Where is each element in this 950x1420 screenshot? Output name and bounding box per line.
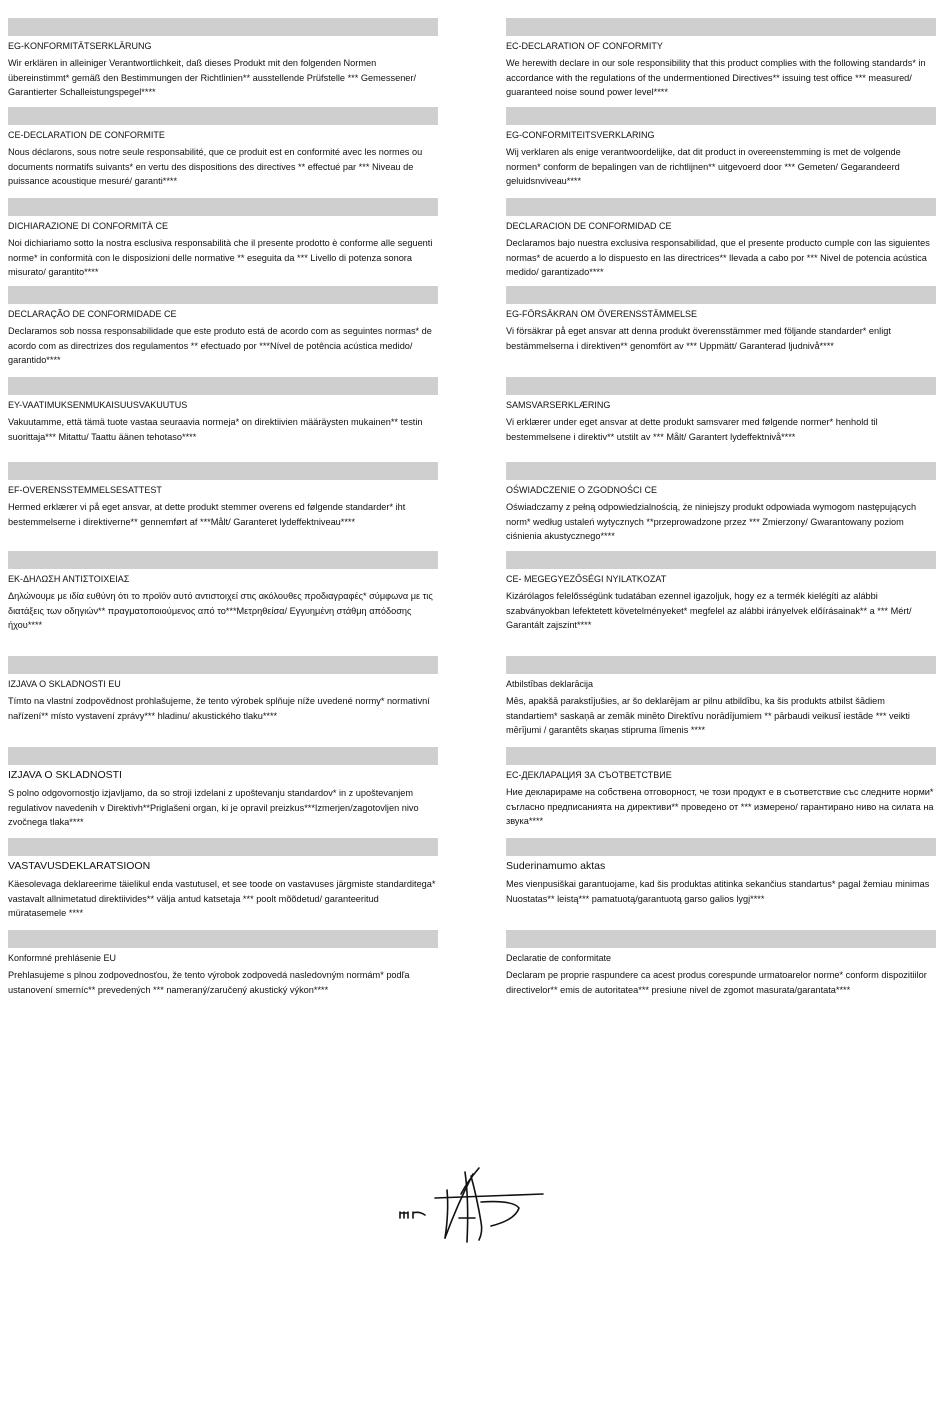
declaration-block: [506, 286, 936, 353]
section-bar: [506, 462, 936, 480]
section-bar: [506, 18, 936, 36]
section-bar: [8, 198, 438, 216]
section-bar: [8, 107, 438, 125]
section-bar: [8, 286, 438, 304]
declaration-text: Kizárólagos felelősségünk tudatában ezennel igazoljuk, hogy ez a termék kielégíti az alábbi szabványokban lefektetett követelményeket* megfelel az alábbi irányelvek előírásainak** a *** Mért/ Garantált zajszint****: [506, 591, 912, 630]
declaration-heading: EG-CONFORMITEITSVERKLARING: [506, 130, 655, 140]
declaration-text: Declaramos bajo nuestra exclusiva responsabilidad, que el presente producto cumple con las siguientes normas* de acuerdo a lo dispuesto en las directrices** llevada a cabo por *** Nivel de potencia acústica medido/ garantizado****: [506, 238, 930, 277]
declaration-heading: EG-KONFORMITÄTSERKLÄRUNG: [8, 41, 152, 51]
declaration-text: Prehlasujeme s plnou zodpovednosťou, že tento výrobok zodpovedá nasledovným normám* podľa ustanovení smerníc** prevedených *** nameraný/zaručený akustický výkon****: [8, 970, 410, 995]
declaration-heading: IZJAVA O SKLADNOSTI: [8, 769, 122, 781]
declaration-heading: EC-DECLARATION OF CONFORMITY: [506, 41, 663, 51]
section-bar: [8, 930, 438, 948]
declaration-text: Declaramos sob nossa responsabilidade que este produto está de acordo com as seguintes normas* de acordo com as directrizes dos regulamentos ** efectuado por ***Nível de potência acústica medido/ garantido****: [8, 326, 432, 365]
section-bar: [8, 18, 438, 36]
declaration-text: Hermed erklærer vi på eget ansvar, at dette produkt stemmer overens ed følgende standarder* iht bestemmelserne i direktiverne** gennemført af ***Målt/ Garanteret lydeffektniveau****: [8, 502, 406, 527]
declaration-heading: ΕΚ-ΔΗΛΩΣΗ ΑΝΤΙΣΤΟΙΧΕΙΑΣ: [8, 574, 130, 584]
declaration-heading: VASTAVUSDEKLARATSIOON: [8, 860, 151, 872]
declaration-heading: IZJAVA O SKLADNOSTI EU: [8, 679, 121, 689]
declaration-heading: Declaratie de conformitate: [506, 953, 612, 963]
declaration-text: Tímto na vlastní zodpovědnost prohlašujeme, že tento výrobek splňuje níže uvedené normy* normativní nařízení** místo vystavení zprávy*** hladinu/ akustického tlaku****: [8, 696, 430, 721]
declaration-block: [506, 18, 936, 100]
declaration-block: [8, 198, 438, 280]
section-bar: [506, 198, 936, 216]
declaration-block: [8, 107, 438, 189]
declaration-text: S polno odgovornostjo izjavljamo, da so stroji izdelani z upoštevanju standardov* in z upoštevanjem regulativov navedenih v Direktivh**Priglašeni organ, ki je opravil preizkus***Izmerjen/zagotovljen nivo zvočnega tlaka****: [8, 788, 419, 827]
declaration-heading: Suderinamumo aktas: [506, 860, 606, 872]
declaration-heading: ЕС-ДЕКЛАРАЦИЯ ЗА СЪОТВЕТСТВИЕ: [506, 770, 672, 780]
declaration-heading: Konformné prehlásenie EU: [8, 953, 117, 963]
declaration-block: [8, 747, 438, 830]
declaration-text: Declaram pe proprie raspundere ca acest produs corespunde urmatoarelor norme* conform dispozitiilor directivelor** emis de autoritatea*** presiune nivel de zgomot masurata/garantata****: [506, 970, 927, 995]
declaration-block: [506, 656, 936, 738]
declaration-heading: CE-DECLARATION DE CONFORMITE: [8, 130, 165, 140]
section-bar: [506, 377, 936, 395]
declaration-heading: EY-VAATIMUKSENMUKAISUUSVAKUUTUS: [8, 400, 188, 410]
declaration-heading: OŚWIADCZENIE O ZGODNOŚCI CE: [506, 485, 658, 495]
declaration-heading: EG-FÖRSÄKRAN OM ÖVERENSSTÄMMELSE: [506, 309, 698, 319]
section-bar: [8, 377, 438, 395]
section-bar: [8, 747, 438, 765]
declaration-heading: CE- MEGEGYEZŐSÉGI NYILATKOZAT: [506, 574, 667, 584]
declaration-block: [8, 462, 438, 529]
section-bar: [506, 838, 936, 856]
declaration-block: [8, 930, 438, 997]
section-bar: [8, 656, 438, 674]
declaration-heading: DICHIARAZIONE DI CONFORMITÀ CE: [8, 221, 169, 231]
declaration-block: [506, 838, 936, 906]
declaration-text: We herewith declare in our sole responsibility that this product complies with the following standards* in accordance with the regulations of the undermentioned Directives** issuing test office *** measured/ guaranteed noise sound power level****: [506, 58, 926, 97]
declaration-block: [8, 838, 438, 921]
declaration-text: Mēs, apakšā parakstījušies, ar šo deklarējam ar pilnu atbildību, ka šis produkts atbilst šādiem standartiem* saskaņā ar zemāk minēto Direktīvu norādījumiem ** pārbaudi veikusī iestāde *** veikti mērījumi / garantēts skaņas stipruma līmenis ****: [506, 696, 910, 735]
declaration-block: [506, 462, 936, 544]
declaration-text: Vakuutamme, että tämä tuote vastaa seuraavia normeja* on direktiivien määräysten mukainen** testin suorittaja*** Mitattu/ Taattu äänen tehotaso****: [8, 417, 423, 442]
declaration-heading: SAMSVARSERKLÆRING: [506, 400, 611, 410]
declaration-block: [506, 107, 936, 189]
declaration-text: Wir erklären in alleiniger Verantwortlichkeit, daß dieses Produkt mit den folgenden Normen übereinstimmt* gemäß den Bestimmungen der Richtlinien** ausstellende Prüfstelle *** Gemessener/ Garantierter Schalleistungspegel****: [8, 58, 417, 97]
declaration-block: [506, 930, 936, 997]
declaration-text: Mes vienpusiškai garantuojame, kad šis produktas atitinka sekančius standartus* pagal žemiau minimas Nuostatas** leistą*** pamatuotą/garantuotą garso galios lygį****: [506, 879, 930, 904]
declaration-heading: Atbilstības deklarācija: [506, 679, 594, 689]
declaration-text: Noi dichiariamo sotto la nostra esclusiva responsabilità che il presente prodotto è conforme alle seguenti norme* in conformità con le disposizioni delle normative ** eseguita da *** Livello di potenza sonora misurato/ garantito****: [8, 238, 433, 277]
section-bar: [506, 656, 936, 674]
section-bar: [8, 551, 438, 569]
declaration-text: Oświadczamy z pełną odpowiedzialnością, że niniejszy produkt odpowiada wymogom następujących norm* według ustaleń wytycznych **przeprowadzone przez *** Zmierzony/ Gwarantowany poziom ciśnienia akustycznego****: [506, 502, 917, 541]
declaration-block: [506, 198, 936, 280]
section-bar: [506, 747, 936, 765]
declaration-text: Ние декларираме на собствена отговорност, че този продукт е в съответствие със следните норми* съгласно предписанията на директиви** проведено от *** измерено/ гарантирано ниво на силата на звука****: [506, 787, 934, 826]
declaration-block: [8, 656, 438, 723]
declaration-block: [8, 18, 438, 100]
declaration-text: Wij verklaren als enige verantwoordelijke, dat dit product in overeenstemming is met de volgende normen* conform de bepalingen van de richtlijnen** uitgevoerd door *** Gemeten/ Gegarandeerd geluidsnviveau****: [506, 147, 901, 186]
signature-image: [395, 1160, 555, 1250]
declaration-block: [506, 551, 936, 633]
section-bar: [8, 838, 438, 856]
section-bar: [8, 462, 438, 480]
declaration-block: [506, 747, 936, 829]
section-bar: [506, 930, 936, 948]
declaration-heading: DECLARAÇÃO DE CONFORMIDADE CE: [8, 309, 177, 319]
section-bar: [506, 286, 936, 304]
declaration-text: Δηλώνουμε με ιδία ευθύνη ότι το προϊόν αυτό αντιστοιχεί στις ακόλουθες προδιαγραφές* σύμφωνα με τις διατάξεις των οδηγιών** πραγματοποιούμενος από το***Μετρηθείσα/ Εγγυημένη στάθμη απόδοσης ήχου****: [8, 591, 433, 630]
declaration-block: [8, 377, 438, 444]
section-bar: [506, 551, 936, 569]
declaration-text: Nous déclarons, sous notre seule responsabilité, que ce produit est en conformité avec les normes ou documents normatifs suivants* en vertu des dispositions des directives ** effectué par *** Niveau de puissance acoustique mesuré/ garanti****: [8, 147, 423, 186]
declaration-text: Vi försäkrar på eget ansvar att denna produkt överensstämmer med följande standarder* enligt bestämmelserna i direktiven** genomfört av *** Uppmätt/ Garanterad ljudnivå****: [506, 326, 891, 351]
declaration-heading: DECLARACION DE CONFORMIDAD CE: [506, 221, 672, 231]
declaration-heading: EF-OVERENSSTEMMELSESATTEST: [8, 485, 162, 495]
section-bar: [506, 107, 936, 125]
declaration-text: Käesolevaga deklareerime täielikul enda vastutusel, et see toode on vastavuses järgmiste standarditega* vastavalt allnimetatud direktiivides** välja antud katsetaja *** poolt mõõdetud/ garanteeritud müratasemele ****: [8, 879, 436, 918]
declaration-block: [506, 377, 936, 444]
declaration-block: [8, 551, 438, 633]
declaration-block: [8, 286, 438, 368]
declaration-text: Vi erklærer under eget ansvar at dette produkt samsvarer med følgende normer* henhold til bestemmelsene i direktiv** utstilt av *** Målt/ Garantert lydeffektnivå****: [506, 417, 878, 442]
